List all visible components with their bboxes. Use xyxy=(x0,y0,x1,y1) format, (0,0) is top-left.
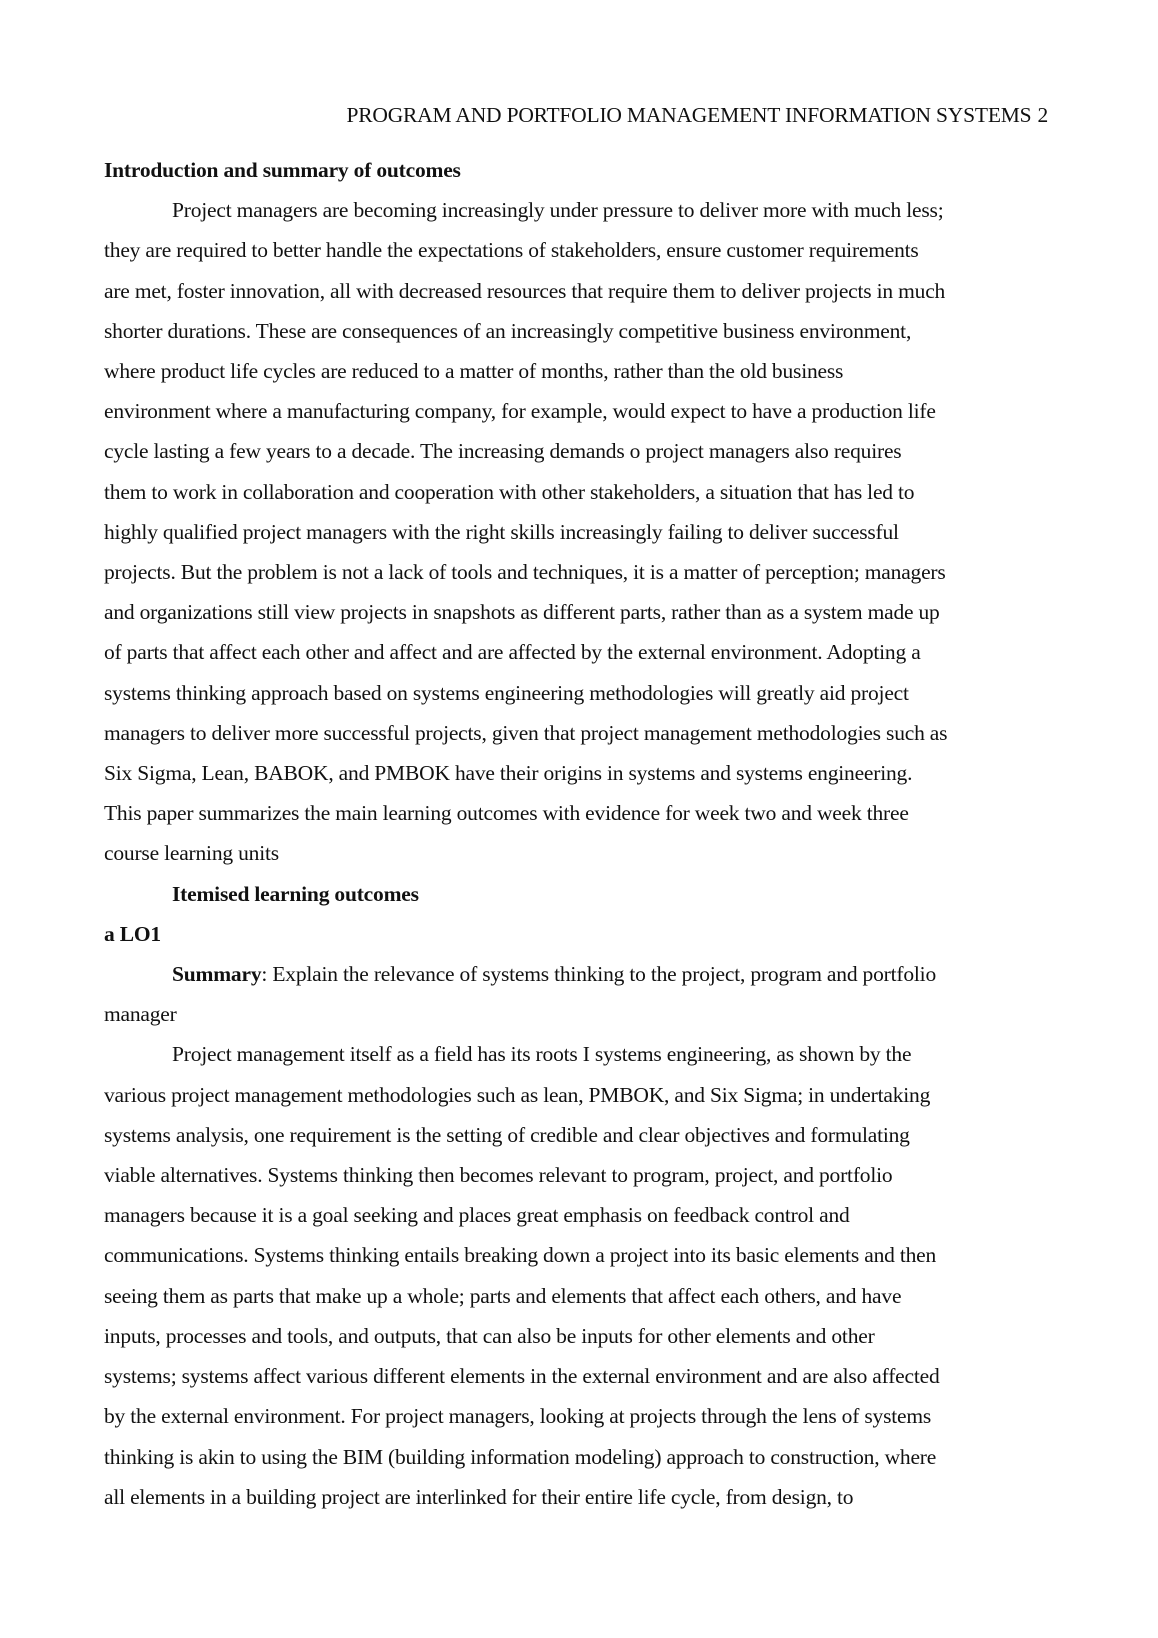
text-line: This paper summarizes the main learning outcomes with evidence for week two and week three xyxy=(104,801,909,826)
running-head xyxy=(104,103,1048,128)
page-number: 2 xyxy=(1037,103,1048,127)
text-line: Six Sigma, Lean, BABOK, and PMBOK have their origins in systems and systems engineering. xyxy=(104,761,913,786)
text-line: them to work in collaboration and cooperation with other stakeholders, a situation that has led to xyxy=(104,479,915,504)
running-head-title: PROGRAM AND PORTFOLIO MANAGEMENT INFORMATION SYSTEMS xyxy=(346,103,1032,127)
text-line: various project management methodologies such as lean, PMBOK, and Six Sigma; in undertaking xyxy=(104,1082,931,1107)
text-line: inputs, processes and tools, and outputs, that can also be inputs for other elements and other xyxy=(104,1323,875,1348)
text-line: managers to deliver more successful projects, given that project management methodologies such as xyxy=(104,720,948,745)
text-line: Summary: Explain the relevance of systems thinking to the project, program and portfolio xyxy=(172,962,936,987)
text-line: systems; systems affect various different elements in the external environment and are also affected xyxy=(104,1364,940,1389)
text-line: environment where a manufacturing company, for example, would expect to have a production life xyxy=(104,399,936,424)
text-line: Itemised learning outcomes xyxy=(172,881,419,906)
text-line: highly qualified project managers with the right skills increasingly failing to deliver successful xyxy=(104,519,899,544)
text-line: of parts that affect each other and affect and are affected by the external environment. Adopting a xyxy=(104,640,921,665)
text-line: a LO1 xyxy=(104,921,161,946)
document-body xyxy=(104,150,1050,1517)
text-line: Introduction and summary of outcomes xyxy=(104,158,461,182)
text-line: Project management itself as a field has its roots I systems engineering, as shown by the xyxy=(172,1042,912,1067)
text-line: systems analysis, one requirement is the setting of credible and clear objectives and formulating xyxy=(104,1122,910,1147)
text-line: all elements in a building project are interlinked for their entire life cycle, from design, to xyxy=(104,1484,854,1509)
text-line: cycle lasting a few years to a decade. The increasing demands o project managers also requires xyxy=(104,439,902,464)
text-line: communications. Systems thinking entails breaking down a project into its basic elements and then xyxy=(104,1243,937,1268)
text-line: projects. But the problem is not a lack of tools and techniques, it is a matter of perception; managers xyxy=(104,560,946,585)
text-line: seeing them as parts that make up a whole; parts and elements that affect each others, and have xyxy=(104,1283,902,1308)
text-line: Project managers are becoming increasingly under pressure to deliver more with much less; xyxy=(172,198,944,223)
text-line: they are required to better handle the expectations of stakeholders, ensure customer requirements xyxy=(104,238,919,263)
text-line: managers because it is a goal seeking and places great emphasis on feedback control and xyxy=(104,1203,850,1228)
text-line: thinking is akin to using the BIM (building information modeling) approach to construction, where xyxy=(104,1444,937,1469)
text-line: where product life cycles are reduced to a matter of months, rather than the old business xyxy=(104,359,844,384)
text-line: manager xyxy=(104,1002,177,1027)
text-line: systems thinking approach based on systems engineering methodologies will greatly aid project xyxy=(104,680,909,705)
text-line: course learning units xyxy=(104,841,279,866)
text-line: and organizations still view projects in snapshots as different parts, rather than as a system made up xyxy=(104,600,940,625)
text-line: viable alternatives. Systems thinking then becomes relevant to program, project, and portfolio xyxy=(104,1163,893,1188)
text-line: by the external environment. For project managers, looking at projects through the lens of systems xyxy=(104,1404,932,1429)
text-line: are met, foster innovation, all with decreased resources that require them to deliver projects in much xyxy=(104,278,946,303)
text-line: shorter durations. These are consequences of an increasingly competitive business environment, xyxy=(104,318,912,343)
